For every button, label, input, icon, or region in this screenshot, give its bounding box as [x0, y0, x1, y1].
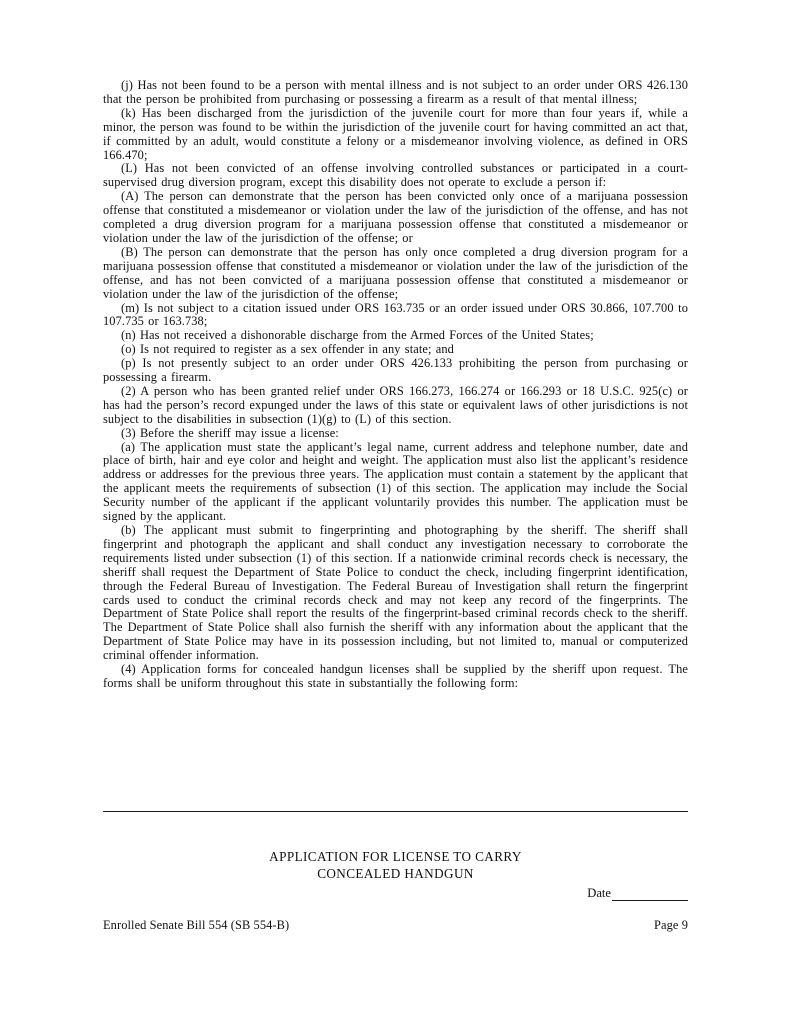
bill-paragraph-A: (A) The person can demonstrate that the person has been convicted only once of a marijuana possession offense that constituted a misdemeanor or violation under the law of the jurisdiction of the offense, and has not completed a drug diversion program for a marijuana possession offense that constituted a misdemeanor or violation under the law of the jurisdiction of the offense; or: [103, 189, 688, 245]
bill-paragraph-3a: (a) The application must state the applicant’s legal name, current address and telephone number, date and place of birth, hair and eye color and height and weight. The application must also list the applicant’s residence address or addresses for the previous three years. The application must contain a statement by the applicant that the applicant meets the requirements of subsection (1) of this section. The application may include the Social Security number of the applicant if the applicant voluntarily provides this number. The application must be signed by the applicant.: [103, 439, 688, 524]
bill-paragraph-L: (L) Has not been convicted of an offense involving controlled substances or participated in a court-supervised drug diversion program, except this disability does not operate to exclude a person if:: [103, 161, 688, 190]
bill-text-block: [103, 79, 688, 691]
date-blank-line: [612, 888, 688, 901]
form-title-line2: CONCEALED HANDGUN: [317, 866, 474, 881]
bill-paragraph-3b: (b) The applicant must submit to fingerprinting and photographing by the sheriff. The sheriff shall fingerprint and photograph the applicant and shall conduct any investigation necessary to corroborate the requirements listed under subsection (1) of this section. If a nationwide criminal records check is necessary, the sheriff shall request the Department of State Police to conduct the check, including fingerprint identification, through the Federal Bureau of Investigation. The Federal Bureau of Investigation shall return the fingerprint cards used to conduct the criminal records check and may not keep any record of the fingerprints. The Department of State Police shall report the results of the fingerprint-based criminal records check to the sheriff. The Department of State Police shall also furnish the sheriff with any information about the applicant that the Department of State Police may have in its possession including, but not limited to, manual or computerized criminal offender information.: [103, 523, 688, 663]
bill-paragraph-m: (m) Is not subject to a citation issued under ORS 163.735 or an order issued under ORS 30.866, 107.700 to 107.735 or 163.738;: [103, 300, 688, 329]
bill-paragraph-j: (j) Has not been found to be a person with mental illness and is not subject to an order under ORS 426.130 that the person be prohibited from purchasing or possessing a firearm as a result of that mental illness;: [103, 78, 688, 106]
page-footer: [103, 918, 688, 933]
bill-paragraph-k: (k) Has been discharged from the jurisdiction of the juvenile court for more than four years if, while a minor, the person was found to be within the jurisdiction of the juvenile court for having committed an act that, if committed by an adult, would constitute a felony or a misdemeanor involving violence, as defined in ORS 166.470;: [103, 105, 688, 162]
bill-paragraph-3: (3) Before the sheriff may issue a license:: [121, 425, 339, 440]
footer-page-number: Page 9: [654, 918, 688, 932]
form-date-row: [103, 886, 688, 901]
form-divider-line: [103, 811, 688, 812]
bill-paragraph-2: (2) A person who has been granted relief under ORS 166.273, 166.274 or 166.293 or 18 U.S.C. 925(c) or has had the person’s record expunged under the laws of this state or equivalent laws of other jurisdictions is not subject to the disabilities in subsection (1)(g) to (L) of this section.: [103, 383, 688, 426]
bill-paragraph-B: (B) The person can demonstrate that the person has only once completed a drug diversion program for a marijuana possession offense that constituted a misdemeanor or violation under the law of the jurisdiction of the offense, and has not been convicted of a marijuana possession offense that constituted a misdemeanor or violation under the law of the jurisdiction of the offense;: [103, 244, 688, 301]
footer-bill-title: Enrolled Senate Bill 554 (SB 554-B): [103, 918, 290, 932]
bill-paragraph-p: (p) Is not presently subject to an order under ORS 426.133 prohibiting the person from purchasing or possessing a firearm.: [103, 356, 688, 385]
bill-paragraph-4: (4) Application forms for concealed handgun licenses shall be supplied by the sheriff upon request. The forms shall be uniform throughout this state in substantially the following form:: [103, 662, 688, 690]
form-title: [103, 848, 688, 882]
bill-paragraph-n: (n) Has not received a dishonorable discharge from the Armed Forces of the United States;: [121, 328, 594, 343]
form-title-line1: APPLICATION FOR LICENSE TO CARRY: [269, 849, 522, 864]
bill-paragraph-o: (o) Is not required to register as a sex offender in any state; and: [121, 342, 454, 357]
date-label: Date: [587, 886, 611, 900]
